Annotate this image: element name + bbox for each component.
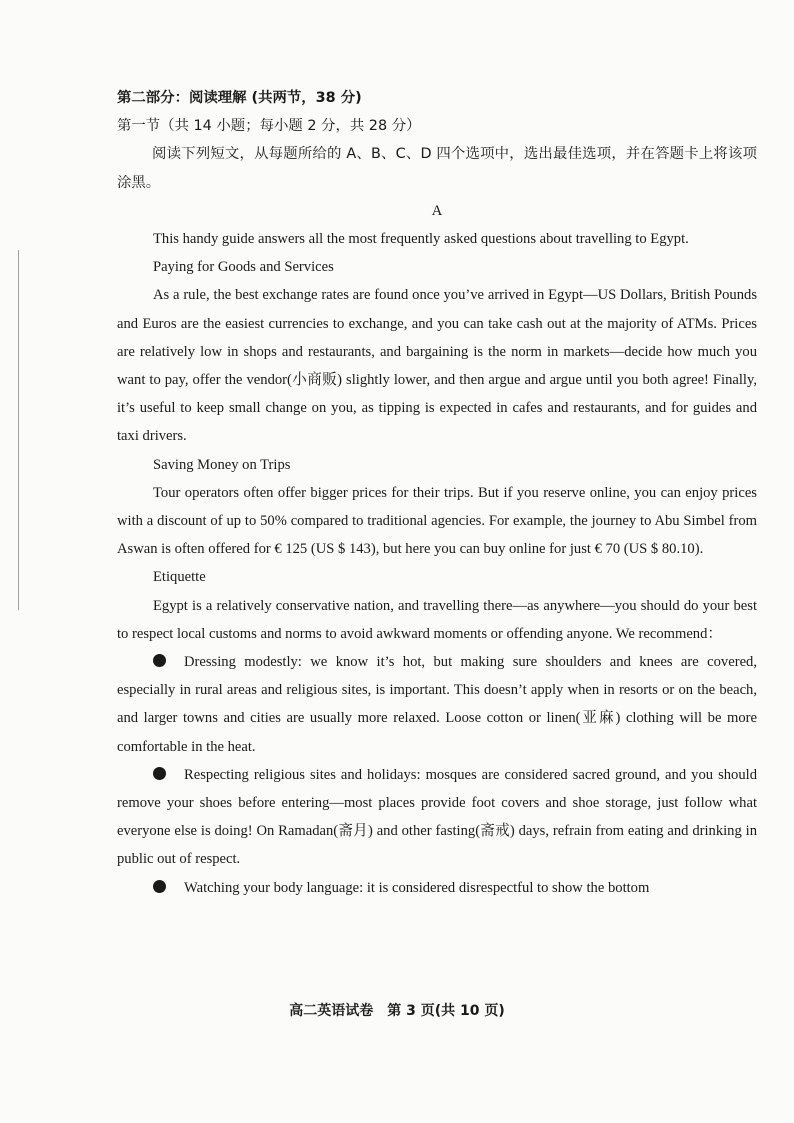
bullet-item xyxy=(117,761,757,874)
etiquette-heading: Etiquette xyxy=(153,569,206,586)
bullet-text: Dressing modestly: we know it’s hot, but making sure shoulders and knees are covered, especially in rural areas and religious sites, is important. This doesn’t apply when in resorts or on the beach, and larger towns and cities are usually more relaxed. Loose cotton or linen(亚麻) clothing will be more comfortable in the heat. xyxy=(117,654,757,755)
subsection-heading: 第一节（共 14 小题；每小题 2 分，共 28 分） xyxy=(117,118,421,135)
passage-intro: This handy guide answers all the most frequently asked questions about travelling to Egypt. xyxy=(153,231,689,248)
bullet-dot-icon xyxy=(153,880,166,893)
bullet-item xyxy=(117,874,757,902)
saving-heading: Saving Money on Trips xyxy=(153,456,291,473)
paying-paragraph: As a rule, the best exchange rates are found once you’ve arrived in Egypt—US Dollars, British Pounds and Euros are the easiest currencies to exchange, and you can take cash out at the majority of ATMs. Prices are relatively low in shops and restaurants, and bargaining is the norm in markets—decide how much you want to pay, offer the vendor(小商贩) slightly lower, and then argue and argue until you both agree! Finally, it’s useful to keep small change on you, as tipping is expected in cafes and restaurants, and for guides and taxi drivers. xyxy=(117,287,757,445)
bullet-dot-icon xyxy=(153,767,166,780)
bullet-dot-icon xyxy=(153,654,166,667)
scan-margin-line xyxy=(18,250,19,610)
page-content xyxy=(117,84,757,902)
bullet-text: Respecting religious sites and holidays: mosques are considered sacred ground, and you should remove your shoes before entering—most places provide foot covers and shoe storage, just follow what everyone else is doing! On Ramadan(斋月) and other fasting(斋戒) days, refrain from eating and drinking in public out of respect. xyxy=(117,766,757,868)
bullet-text: Watching your body language: it is considered disrespectful to show the bottom xyxy=(184,879,650,896)
instructions: 阅读下列短文，从每题所给的 A、B、C、D 四个选项中，选出最佳选项，并在答题卡上将该项涂黑。 xyxy=(117,146,757,191)
paying-heading: Paying for Goods and Services xyxy=(153,259,334,276)
bullet-item xyxy=(117,648,757,761)
passage-letter: A xyxy=(431,202,443,219)
etiquette-paragraph: Egypt is a relatively conservative nation, and travelling there—as anywhere—you should do your best to respect local customs and norms to avoid awkward moments or offending anyone. We recommend： xyxy=(117,597,757,642)
page-footer: 高二英语试卷 第 3 页(共 10 页) xyxy=(289,1003,505,1019)
saving-paragraph: Tour operators often offer bigger prices for their trips. But if you reserve online, you can enjoy prices with a discount of up to 50% compared to traditional agencies. For example, the journey to Abu Simbel from Aswan is often offered for € 125 (US $ 143), but here you can buy online for just € 70 (US $ 80.10). xyxy=(117,484,757,558)
part-heading: 第二部分：阅读理解 (共两节，38 分) xyxy=(117,90,362,106)
